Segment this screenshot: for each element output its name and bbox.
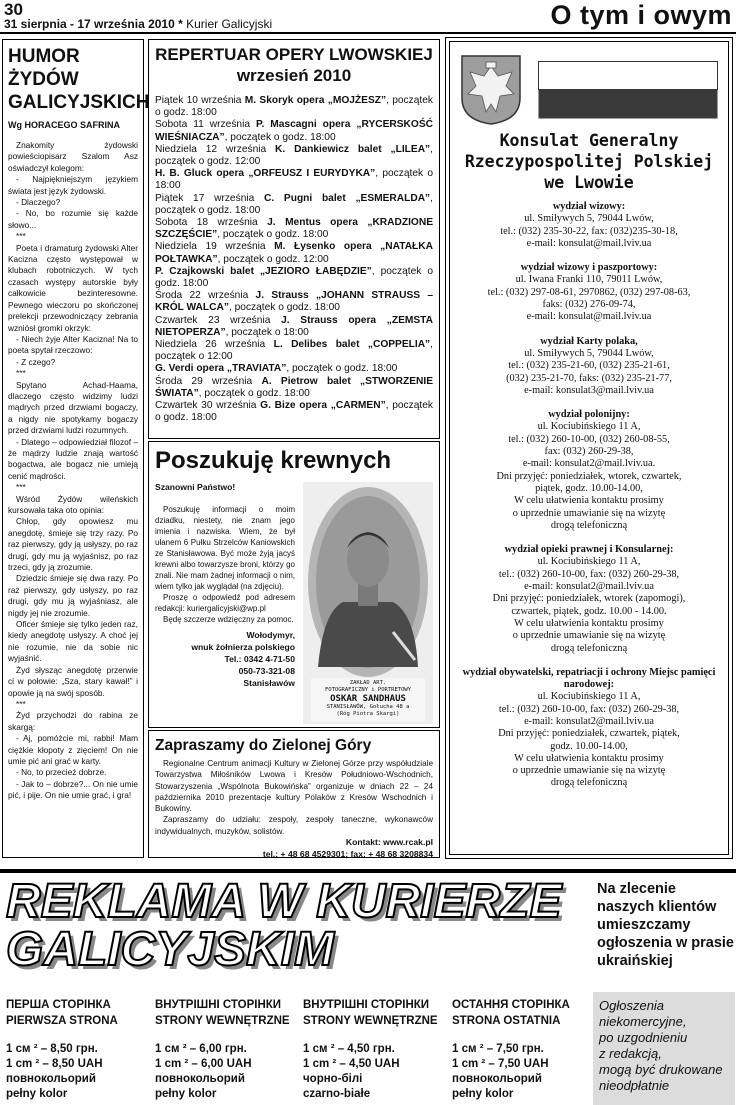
department-name: wydział obywatelski, repatriacji i ochrony Miejsc pamięci narodowej: xyxy=(462,666,716,691)
department-name: wydział wizowy i paszportowy: xyxy=(520,262,658,274)
search-greeting: Szanowni Państwo! xyxy=(155,482,236,492)
price-line: повнокольорий xyxy=(6,1073,96,1085)
humor-paragraph: Znakomity żydowski powieściopisarz Szalom Asz oświadczył kolegom: xyxy=(8,140,138,173)
entry-time: , początek o godz. 18:00 xyxy=(217,229,329,241)
department-line: o uprzednie umawianie się na wizytę xyxy=(512,630,666,642)
department-line: faks: (032) 276-09-74, xyxy=(542,299,636,311)
consulate-info xyxy=(445,37,733,859)
department-line: e-mail: konsulat@mail.lviv.ua xyxy=(526,237,652,249)
consulate-department xyxy=(454,336,724,397)
signature-line: Wołodymyr, xyxy=(246,630,295,640)
humor-paragraph: - Aj, pomóżcie mi, rabbi! Mam ciężkie kłopoty z zięciem! On nie umie pić ani grać w karty. xyxy=(8,733,138,766)
price-line: pełny kolor xyxy=(155,1088,217,1100)
consulate-department xyxy=(454,201,724,250)
repertoire-entry xyxy=(155,144,433,168)
entry-time: , początek o godz. 18:00 xyxy=(228,302,340,314)
department-line: W celu ułatwienia kontaktu prosimy xyxy=(514,752,664,764)
entry-date: Sobota 11 września xyxy=(155,119,256,131)
humor-paragraph: *** xyxy=(16,698,26,709)
contact-line: Kontakt: www.rcak.pl xyxy=(345,837,433,848)
entry-title: J. Mentus opera „KRADZIONE SZCZĘŚCIE” xyxy=(155,217,433,241)
humor-paragraph: Chłop, gdy opowiesz mu anegdotę, śmieje się trzy razy. Po raz pierwszy, gdy ją usłyszy, po raz drugi, gdy mu ją wyjaśnisz, po raz trzeci, gdy ją zrozumie. xyxy=(8,516,138,573)
caption-line: OSKAR SANDHAUS xyxy=(330,694,406,704)
department-line: ul. Kociubińskiego 11 A, xyxy=(537,421,641,433)
column-heading-pl: STRONY WEWNĘTRZNE xyxy=(155,1015,290,1027)
repertoire-entry xyxy=(155,376,433,400)
signature-line: Tel.: 0342 4-71-50 xyxy=(224,654,295,664)
humor-paragraph: - Jak to – dobrze?... On nie umie pić, i pije. On nie umie grać, i gra! xyxy=(8,778,138,801)
department-line: godz. 10.00-14.00, xyxy=(550,740,628,752)
department-line: ul. Iwana Franki 110, 79011 Lwów, xyxy=(515,274,663,286)
contact-line: tel.: + 48 68 4529301; fax: + 48 68 3208834 xyxy=(262,848,433,859)
consulate-departments xyxy=(454,201,724,790)
separator: * xyxy=(178,17,183,31)
search-paragraph: Poszukuję informacji o moim dziadku, niestety, nie znam jego imienia i nazwiska. Wiem, że był ułanem 6 Pułku Strzelców Kaniowskich ze Stanisławowa. Być może żyją jacyś krewni albo towarzysze broni, którzy go znali. Nie mam żadnej informacji o nim, wiem tylko jak wyglądał (na zdjęciu). xyxy=(155,505,295,591)
column-heading-ua: ВНУТРІШНІ СТОРІНКИ xyxy=(155,999,282,1011)
department-line: Dni przyjęć: poniedziałek, czwartek, piątek, xyxy=(498,728,680,740)
department-line: o uprzednie umawianie się na wizytę xyxy=(512,765,666,777)
caption-line: ZAKŁAD ART. xyxy=(349,680,387,686)
department-line: e-mail: konsulat2@mail.lviv.ua xyxy=(524,581,654,593)
entry-date: Sobota 18 września xyxy=(155,217,268,229)
consulate-department xyxy=(454,544,724,655)
entry-title: J. Strauss opera „ZEMSTA NIETOPERZA” xyxy=(155,314,433,338)
entry-time: , początek o godz. 12:00 xyxy=(217,253,329,265)
department-line: tel.: (032) 235-30-22, fax: (032)235-30-18, xyxy=(500,225,678,237)
zielona-contact xyxy=(155,837,433,860)
consulate-department xyxy=(454,409,724,532)
department-line: e-mail: konsulat2@mail.lviv.ua. xyxy=(522,458,656,470)
department-line: ul. Smiływych 5, 79044 Lwów, xyxy=(524,213,654,225)
department-name: wydział Karty polaka, xyxy=(540,335,638,347)
column-heading-ua: ВНУТРІШНІ СТОРІНКИ xyxy=(303,999,430,1011)
humor-paragraph: - Dlaczego? xyxy=(16,197,61,208)
search-signature xyxy=(155,629,295,689)
consulate-department xyxy=(454,667,724,790)
price-line: 1 см ² – 8,50 грн. xyxy=(6,1043,98,1055)
page-number: 30 xyxy=(4,0,23,19)
department-line: ul. Smiływych 5, 79044 Lwów, xyxy=(524,347,654,359)
ad-price-column xyxy=(6,997,148,1102)
price-block xyxy=(303,1042,445,1102)
department-line: ul. Kociubińskiego 11 A, xyxy=(537,691,641,703)
entry-title: J. Strauss „JOHANN STRAUSS – KRÓL WALCA” xyxy=(155,290,433,314)
department-name: wydział wizowy: xyxy=(552,201,626,212)
entry-title: G. Bize opera „CARMEN” xyxy=(260,400,386,412)
entry-time: , początek o godz. 12:00 xyxy=(155,143,433,168)
search-body xyxy=(155,504,295,625)
department-line: fax: (032) 260-29-38, xyxy=(544,446,634,458)
department-line: Dni przyjęć: poniedziałek, wtorek, czwartek, xyxy=(496,470,682,482)
humor-paragraph: *** xyxy=(16,368,26,379)
humor-byline: Wg HORACEGO SAFRINA xyxy=(8,120,120,130)
price-line: 1 cm ² – 7,50 UAH xyxy=(452,1058,549,1070)
humor-paragraph: *** xyxy=(16,482,26,493)
consulate-title: Konsulat Generalny Rzeczypospolitej Polskiej we Lwowie xyxy=(464,131,714,192)
price-line: pełny kolor xyxy=(6,1088,68,1100)
humor-paragraph: Dziedzic śmieje się dwa razy. Po raz pierwszy, gdy usłyszy, po raz drugi, gdy mu ją wyjaśniasz, ale nigdy jej nie zrozumie. xyxy=(8,573,138,618)
repertoire-entry xyxy=(155,95,433,119)
repertoire-subtitle: wrzesień 2010 xyxy=(236,66,352,85)
repertoire-entry xyxy=(155,168,433,192)
repertoire-entry xyxy=(155,193,433,217)
entry-title: M. Łysenko opera „NATAŁKA POŁTAWKA” xyxy=(155,241,433,265)
price-block xyxy=(6,1042,148,1102)
entry-time: , początek o 18:00 xyxy=(155,168,433,192)
ad-headline-line2: GALICYJSKIM xyxy=(6,923,335,976)
department-line: tel.: (032) 260-10-00, (032) 260-08-55, xyxy=(508,433,670,445)
department-name: wydział polonijny: xyxy=(548,409,630,421)
entry-date: Środa 29 września xyxy=(155,375,262,387)
price-line: pełny kolor xyxy=(452,1088,514,1100)
humor-title: HUMOR ŻYDÓW GALICYJSKICH xyxy=(8,46,150,113)
signature-line: 050-73-321-08 xyxy=(238,666,295,676)
department-line: tel.: (032) 260-10-00, fax: (032) 260-29-38, xyxy=(498,703,680,715)
repertoire-entry xyxy=(155,119,433,143)
entry-time: , początek o godz. 18:00 xyxy=(224,131,336,143)
note-line: po uzgodnieniu xyxy=(599,1030,688,1045)
polish-eagle-emblem xyxy=(460,54,522,126)
column-heading-ua: ПЕРША СТОРІНКА xyxy=(6,999,111,1011)
department-line: drogą telefoniczną xyxy=(550,777,628,789)
department-line: (032) 235-21-70, faks: (032) 235-21-77, xyxy=(506,372,672,384)
ad-price-column xyxy=(452,997,594,1102)
column-heading-pl: STRONY WEWNĘTRZNE xyxy=(303,1015,438,1027)
search-paragraph: Proszę o odpowiedź pod adresem redakcji: kuriergalicyjski@wp.pl xyxy=(155,593,295,613)
entry-time: , początek o godz. 18:00 xyxy=(155,265,433,290)
humor-paragraph: Spytano Achad-Haama, dlaczego często widzimy ludzi mądrych przed drzwiami bogaczy, a nigdy nie spotykamy bogaczy przed drzwiami ludzi rozumnych. xyxy=(8,379,138,436)
column-heading-pl: PIERWSZA STRONA xyxy=(6,1015,118,1027)
department-line: e-mail: konsulat3@mail.lviv.ua xyxy=(524,384,654,396)
humor-body xyxy=(8,140,138,802)
department-line: drogą telefoniczną xyxy=(550,642,628,654)
ad-right-text: Na zlecenie naszych klientów umieszczamy ogłoszenia w prasie ukraińskiej xyxy=(597,881,734,969)
humor-article xyxy=(2,39,150,858)
entry-title: P. Czajkowski balet „JEZIORO ŁABĘDZIE” xyxy=(155,265,372,277)
entry-date: Środa 22 września xyxy=(155,290,256,302)
caption-line: (Róg Piotra Skargi) xyxy=(336,711,400,717)
department-line: tel.: (032) 297-08-61, 2970862, (032) 297-08-63, xyxy=(487,286,691,298)
department-line: ul. Kociubińskiego 11 A, xyxy=(537,556,641,568)
entry-date: Niedziela 12 września xyxy=(155,143,276,155)
ad-headline xyxy=(6,875,562,976)
price-block xyxy=(155,1042,297,1102)
humor-paragraph: Poeta i dramaturg żydowski Alter Kacizna często występował w klubach robotniczych. W tych czasach występy autorskie były całkowicie bezinteresowne. Pewnego wieczoru po skończonej prelekcji przewodniczący zebrania wzniósł gromki okrzyk: xyxy=(8,242,138,333)
entry-date: Piątek 10 września xyxy=(155,95,245,106)
consulate-department xyxy=(454,262,724,323)
issue-date: 31 sierpnia - 17 września 2010 xyxy=(4,17,175,31)
signature-line: wnuk żołnierza polskiego xyxy=(191,642,295,652)
repertoire-entry xyxy=(155,363,433,375)
entry-time: , początek o 12:00 xyxy=(155,339,433,363)
ad-price-column xyxy=(155,997,297,1102)
note-line: nieodpłatnie xyxy=(599,1078,670,1093)
entry-title: P. Mascagni opera „RYCERSKOŚĆ WIEŚNIACZA” xyxy=(155,119,433,143)
humor-paragraph: - Niech żyje Alter Kacizna! Na to poeta spytał rzeczowo: xyxy=(8,333,138,356)
department-line: piątek, godz. 10.00-14.00, xyxy=(535,482,643,494)
price-line: повнокольорий xyxy=(452,1073,542,1085)
entry-date: Niedziela 26 września xyxy=(155,339,274,351)
search-title: Poszukuję krewnych xyxy=(155,447,392,474)
department-line: e-mail: konsulat@mail.lviv.ua xyxy=(526,311,652,323)
price-line: чорно-білі xyxy=(303,1073,363,1085)
department-line: Dni przyjęć: poniedziałek, wtorek (zapomogi), xyxy=(492,593,686,605)
price-line: 1 см ² – 4,50 грн. xyxy=(303,1043,395,1055)
department-line: W celu ułatwienia kontaktu prosimy xyxy=(514,495,664,507)
note-line: Ogłoszenia xyxy=(599,998,665,1013)
department-line: tel.: (032) 235-21-60, (032) 235-21-61, xyxy=(508,360,670,372)
entry-title: K. Dankiewicz balet „LILEA” xyxy=(275,143,431,155)
humor-paragraph: *** xyxy=(16,231,26,242)
opera-repertoire xyxy=(148,39,440,439)
department-line: o uprzednie umawianie się na wizytę xyxy=(512,507,666,519)
humor-paragraph: Żyd przychodzi do rabina ze skargą: xyxy=(8,710,138,732)
repertoire-entry xyxy=(155,315,433,339)
repertoire-entry xyxy=(155,400,433,424)
humor-paragraph: Oficer śmieje się tylko jeden raz, kiedy anegdotę usłyszy. A choć jej nie rozumie, nie da sobie nic wyjaśnić. xyxy=(8,619,138,664)
zielona-body xyxy=(155,758,433,837)
repertoire-entry xyxy=(155,241,433,265)
price-line: 1 cm ² – 6,00 UAH xyxy=(155,1058,252,1070)
zielona-paragraph: Zapraszamy do udziału: zespoły, zespoły taneczne, wykonawców indywidualnych, muzyków, solistów. xyxy=(155,815,433,836)
humor-paragraph: Wśród Żydów wileńskich kursowała taka oto opinia: xyxy=(8,493,138,515)
entry-title: C. Pugni balet „ESMERALDA” xyxy=(264,192,431,204)
entry-time: , początek o 18:00 xyxy=(225,326,309,338)
price-line: 1 см ² – 6,00 грн. xyxy=(155,1043,247,1055)
price-line: 1 см ² – 7,50 грн. xyxy=(452,1043,544,1055)
repertoire-title: REPERTUAR OPERY LWOWSKIEJ xyxy=(155,45,433,64)
entry-time: , początek o godz. 18:00 xyxy=(286,363,398,375)
entry-title: G. Verdi opera „TRAVIATA” xyxy=(155,363,287,375)
note-line: niekomercyjne, xyxy=(599,1014,687,1029)
repertoire-list xyxy=(155,95,433,424)
dateline xyxy=(4,17,272,31)
entry-time: , początek o godz. 18:00 xyxy=(155,192,433,216)
price-line: повнокольорий xyxy=(155,1073,245,1085)
entry-date: Niedziela 19 września xyxy=(155,241,275,253)
entry-title: L. Delibes balet „COPPELIA” xyxy=(273,339,431,351)
humor-paragraph: - No, bo rozumie się każde słowo... xyxy=(8,208,138,230)
repertoire-entry xyxy=(155,266,433,290)
entry-date: Czwartek 30 września xyxy=(155,400,261,412)
humor-paragraph: - No, to przecież dobrze. xyxy=(16,767,107,778)
entry-title: H. B. Gluck opera „ORFEUSZ I EURYDYKA” xyxy=(155,168,376,180)
signature-line: Stanisławów xyxy=(243,678,295,688)
entry-time: , początek o godz. 18:00 xyxy=(198,387,310,399)
price-block xyxy=(452,1042,594,1102)
humor-paragraph: - Dlatego – odpowiedział filozof – że mądrzy ludzie znają wartość bogactwa, ale bogacz nie umieją cenić mądrości. xyxy=(8,436,138,481)
note-line: z redakcją, xyxy=(599,1046,662,1061)
note-line: mogą być drukowane xyxy=(599,1062,723,1077)
department-line: e-mail: konsulat2@mail.lviv.ua xyxy=(524,715,654,727)
price-line: czarno-białe xyxy=(303,1088,371,1100)
entry-time: , początek o godz. 18:00 xyxy=(155,95,433,119)
ad-divider xyxy=(0,869,736,873)
zielona-title: Zapraszamy do Zielonej Góry xyxy=(155,737,372,754)
department-line: tel.: (032) 260-10-00, fax: (032) 260-29-38, xyxy=(498,568,680,580)
entry-date: Czwartek 23 września xyxy=(155,314,282,326)
zielona-gora-article xyxy=(148,730,440,858)
column-heading-pl: STRONA OSTATNIA xyxy=(452,1015,561,1027)
ad-headline-line1: REKLAMA W KURIERZE xyxy=(6,875,562,928)
header-rule xyxy=(0,32,736,34)
price-line: 1 cm ² – 4,50 UAH xyxy=(303,1058,400,1070)
caption-line: FOTOGRAFICZNY i PORTRETOWY xyxy=(324,687,412,693)
price-line: 1 cm ² – 8,50 UAH xyxy=(6,1058,103,1070)
paper-name: Kurier Galicyjski xyxy=(186,17,273,31)
photo-caption xyxy=(311,680,425,718)
soldier-photo xyxy=(303,482,433,724)
humor-paragraph: - Najpiękniejszym językiem świata jest język żydowski. xyxy=(8,174,138,196)
humor-paragraph: Żyd słysząc anegdotę przerwie ci w połowie: „Sza, stary kawał!” i opowie ją na swój sposób. xyxy=(8,664,138,698)
column-heading-ua: ОСТАННЯ СТОРІНКА xyxy=(452,999,570,1011)
search-relatives-article xyxy=(148,441,440,728)
entry-time: , początek o godz. 18:00 xyxy=(155,400,433,424)
entry-title: M. Skoryk opera „MOJŻESZ” xyxy=(244,95,387,106)
ad-note-box xyxy=(593,992,735,1105)
department-line: czwartek, piątek, godz. 10.00 - 14.00. xyxy=(511,605,667,617)
entry-title: A. Pietrow balet „STWORZENIE ŚWIATA” xyxy=(155,375,433,399)
department-line: W celu ułatwienia kontaktu prosimy xyxy=(514,617,664,629)
section-title: O tym i owym xyxy=(550,0,732,30)
caption-line: STANISŁAWÓW, Gołucha 48 a xyxy=(326,704,410,710)
repertoire-entry xyxy=(155,217,433,241)
department-name: wydział opieki prawnej i Konsularnej: xyxy=(504,544,674,556)
repertoire-entry xyxy=(155,290,433,314)
search-paragraph: Będę szczerze wdzięczny za pomoc. xyxy=(163,615,294,624)
entry-date: Piątek 17 września xyxy=(155,192,265,204)
zielona-paragraph: Regionalne Centrum animacji Kultury w Zielonej Górze przy współudziale Towarzystwa Miłośników Lwowa i Kresów Południowo-Wschodnich, Stowarzyszenia „Wspólnota Bukowińska” organizuje w dniach 22 – 24 października 2010 prezentacje kultury Polaków z Kresów Wschodnich i Bukowiny. xyxy=(155,759,433,814)
ad-price-column xyxy=(303,997,445,1102)
humor-paragraph: - Z czego? xyxy=(16,356,56,367)
department-line: drogą telefoniczną xyxy=(550,519,628,531)
polish-flag xyxy=(538,61,718,119)
repertoire-entry xyxy=(155,339,433,363)
